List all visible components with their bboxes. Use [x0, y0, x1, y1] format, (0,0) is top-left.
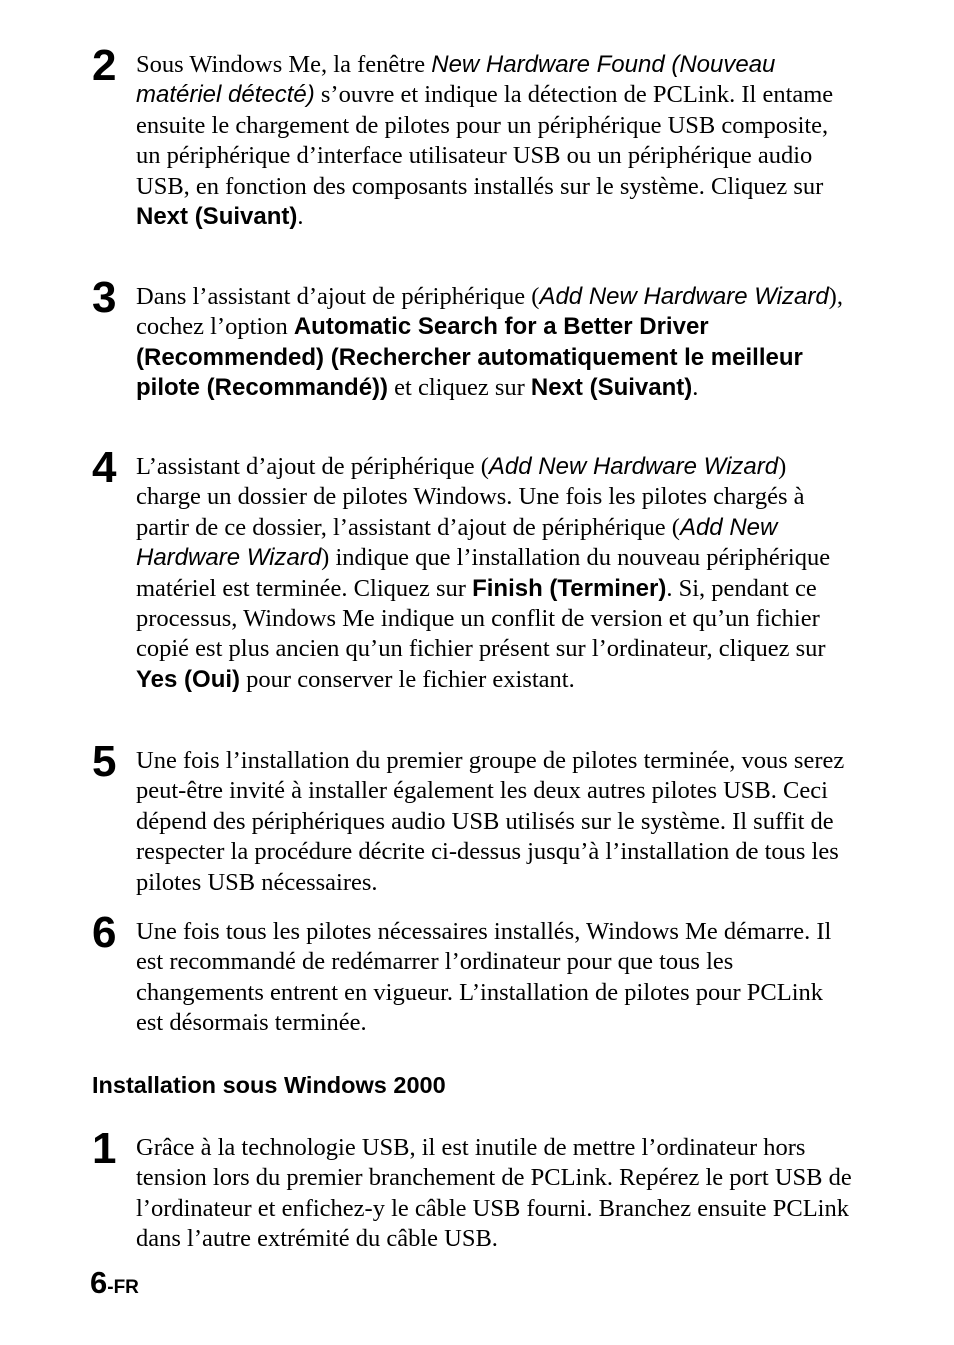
wizard-name: Add New Hardware Wizard — [136, 513, 778, 572]
page-folio — [90, 1263, 139, 1309]
step-text: Dans l’assistant d’ajout de périphérique (Add New Hardware Wizard), cochez l’option Automatic Search for a Better Driver (Recommended) (Rechercher automatiquement le meilleur pilote (Recommandé)) et cliquez sur Next (Suivant). — [136, 283, 843, 402]
step-text: L’assistant d’ajout de périphérique (Add New Hardware Wizard) charge un dossier de pilotes Windows. Une fois les pilotes chargés à partir de ce dossier, l’assistant d’ajout de périphérique (Add New Hardware Wizard) indique que l’installation du nouveau périphérique matériel est terminée. Cliquez sur Finish (Terminer). Si, pendant ce processus, Windows Me indique un conflit de version et qu’un fichier copié est plus ancien qu’un fichier présent sur l’ordinateur, cliquez sur Yes (Oui) pour conserver le fichier existant. — [136, 453, 831, 693]
step-number: 1 — [92, 1124, 117, 1173]
step-number: 6 — [92, 908, 117, 957]
step-number: 2 — [92, 41, 117, 90]
step-number: 3 — [92, 273, 117, 322]
button-name: Yes (Oui) — [136, 665, 241, 693]
step-text: Grâce à la technologie USB, il est inutile de mettre l’ordinateur hors tension lors du premier branchement de PCLink. Repérez le port USB de l’ordinateur et enfichez-y le câble USB fourni. Branchez ensuite PCLink dans l’autre extrémité du câble USB. — [136, 1134, 852, 1253]
step-text: Sous Windows Me, la fenêtre New Hardware Found (Nouveau matériel détecté) s’ouvre et indique la détection de PCLink. Il entame ensuite le chargement de pilotes pour un périphérique USB composite, un périphérique d’interface utilisateur USB ou un périphérique audio USB, en fonction des composants installés sur le système. Cliquez sur Next (Suivant). — [136, 51, 834, 231]
option-name: Automatic Search for a Better Driver (Recommended) (Rechercher automatiquement le meilleur pilote (Recommandé)) — [136, 313, 803, 402]
step-6 — [92, 908, 852, 1039]
wizard-name: Add New Hardware Wizard — [488, 453, 779, 480]
step-number: 5 — [92, 737, 117, 786]
button-name: Next (Suivant) — [530, 374, 693, 402]
step-text: Une fois tous les pilotes nécessaires installés, Windows Me démarre. Il est recommandé de redémarrer l’ordinateur pour que tous les changements entrent en vigueur. L’installation de pilotes pour PCLink est désormais terminée. — [136, 918, 832, 1037]
step-text: Une fois l’installation du premier groupe de pilotes terminée, vous serez peut-être invité à installer également les deux autres pilotes USB. Ceci dépend des périphériques audio USB utilisés sur le système. Il suffit de respecter la procédure décrite ci-dessus jusqu’à l’installation de tous les pilotes USB nécessaires. — [136, 747, 845, 896]
step-5 — [92, 737, 852, 898]
section-heading: Installation sous Windows 2000 — [92, 1072, 446, 1098]
step-3 — [92, 273, 852, 404]
step-number: 4 — [92, 443, 117, 492]
step-4 — [92, 443, 852, 695]
button-name: Next (Suivant) — [136, 203, 298, 231]
button-name: Finish (Terminer) — [472, 574, 667, 602]
window-name: New Hardware Found (Nouveau matériel détecté) — [136, 51, 776, 109]
language-code: -FR — [107, 1277, 139, 1298]
wizard-name: Add New Hardware Wizard — [539, 283, 829, 310]
page-number: 6 — [90, 1265, 108, 1300]
step-1 — [92, 1124, 852, 1255]
step-2 — [92, 41, 852, 232]
